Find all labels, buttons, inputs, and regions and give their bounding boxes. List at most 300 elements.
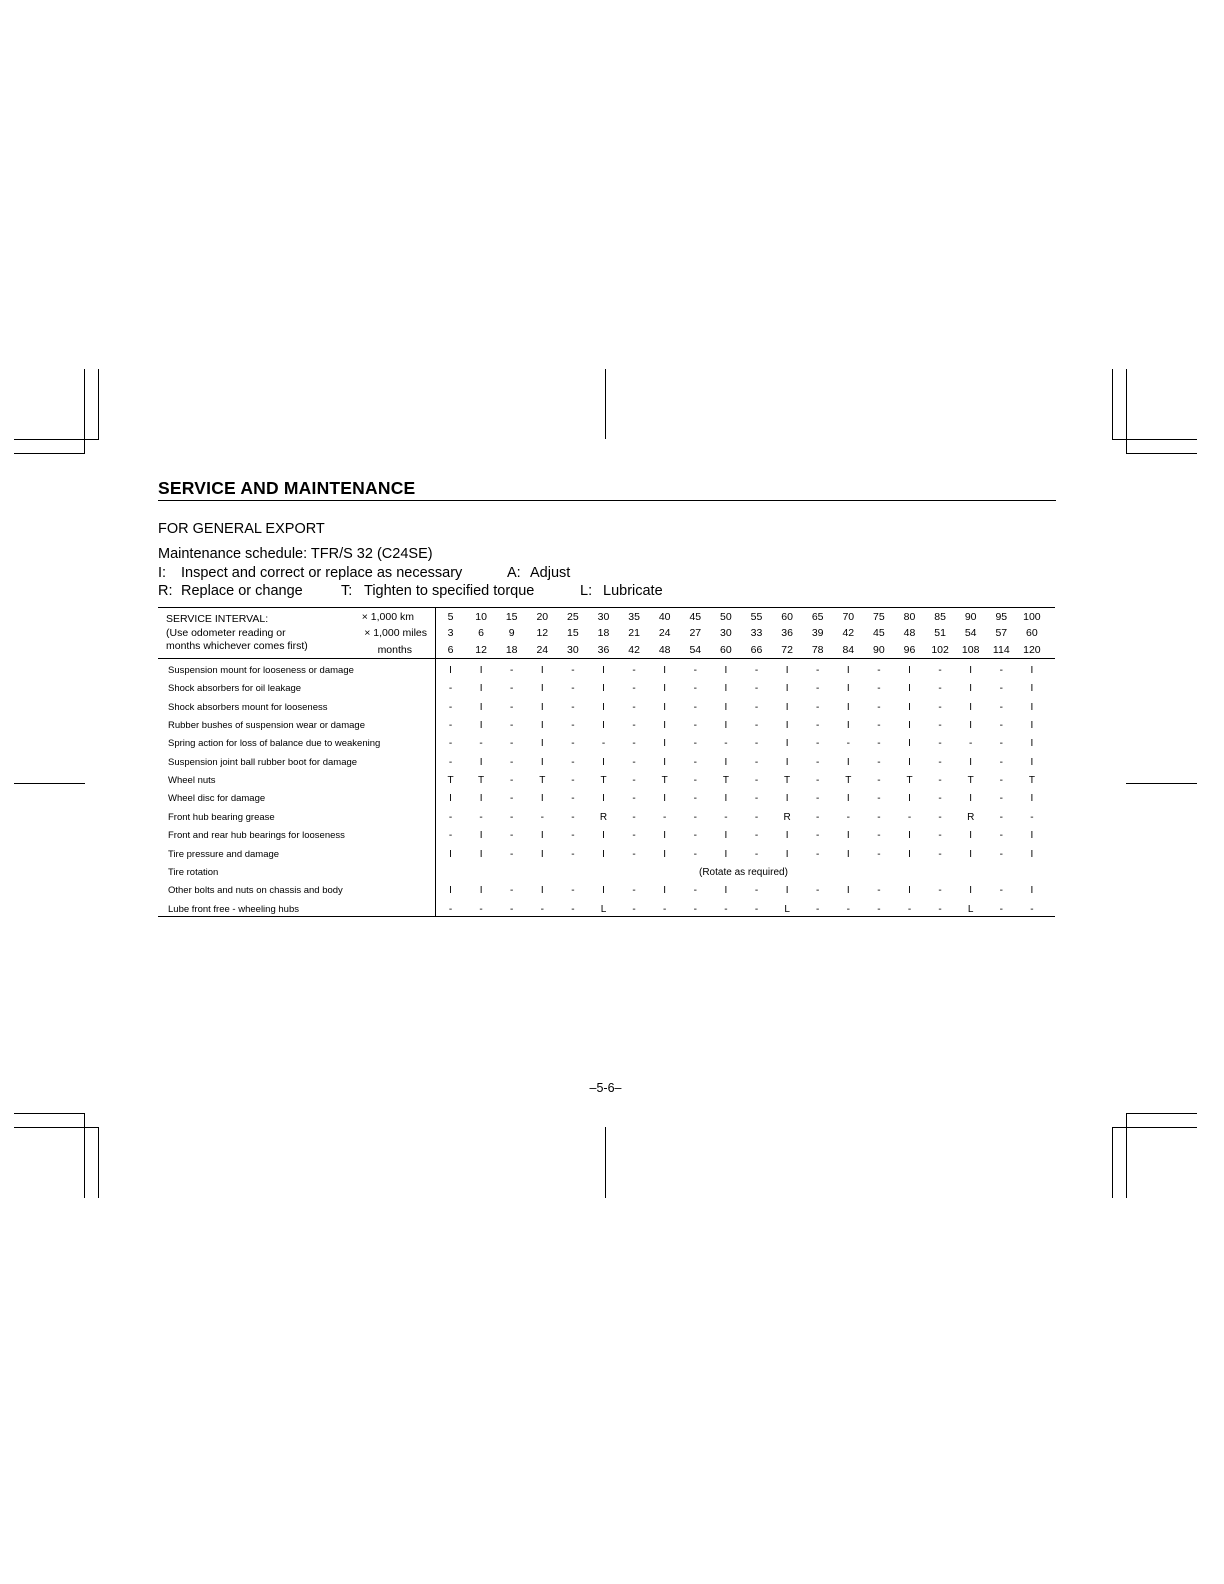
schedule-cell: - <box>938 848 942 860</box>
legend-code: I: <box>158 565 167 581</box>
schedule-cell: - <box>448 811 453 823</box>
schedule-cell: - <box>571 811 575 823</box>
row-label: Lube front free - wheeling hubs <box>168 903 299 915</box>
schedule-cell: I <box>785 756 789 768</box>
crop-mark <box>1126 1113 1197 1114</box>
schedule-cell: I <box>846 683 850 695</box>
schedule-cell: - <box>938 665 942 676</box>
schedule-cell: I <box>846 756 850 768</box>
row-label: Tire rotation <box>168 866 219 878</box>
schedule-cell: I <box>724 756 728 768</box>
schedule-cell: I <box>540 720 544 732</box>
months-value: 96 <box>903 644 916 656</box>
schedule-cell: I <box>724 665 728 676</box>
miles-value: 15 <box>567 627 579 639</box>
schedule-cell: - <box>724 903 728 915</box>
schedule-cell: - <box>632 830 636 842</box>
schedule-cell: - <box>816 775 820 787</box>
schedule-cell: - <box>999 830 1003 842</box>
schedule-cell: I <box>479 701 483 713</box>
region-heading: FOR GENERAL EXPORT <box>158 521 325 537</box>
miles-value: 60 <box>1026 627 1038 639</box>
schedule-cell: - <box>754 720 759 732</box>
schedule-cell: - <box>907 811 912 823</box>
schedule-cell: I <box>724 848 728 860</box>
schedule-cell: - <box>754 738 759 750</box>
schedule-cell: - <box>693 811 697 823</box>
schedule-cell: - <box>632 701 636 713</box>
schedule-cell: - <box>1030 903 1034 915</box>
schedule-cell: I <box>602 665 605 676</box>
schedule-cell: I <box>602 756 605 768</box>
schedule-cell: - <box>938 903 942 915</box>
schedule-cell: - <box>877 683 881 695</box>
km-value: 55 <box>750 611 763 623</box>
km-value: 35 <box>628 611 640 623</box>
crop-mark <box>84 369 85 453</box>
schedule-cell: - <box>846 811 850 823</box>
schedule-cell: I <box>540 793 544 805</box>
schedule-cell: I <box>1030 793 1034 805</box>
schedule-cell: - <box>754 756 759 768</box>
km-value: 30 <box>597 611 610 623</box>
schedule-cell: I <box>969 701 973 713</box>
schedule-cell: - <box>693 701 697 713</box>
schedule-cell: - <box>938 793 942 805</box>
schedule-cell: I <box>540 701 544 713</box>
crop-mark <box>1112 1127 1113 1198</box>
schedule-cell: T <box>722 775 729 787</box>
schedule-cell: I <box>540 665 544 676</box>
schedule-cell: - <box>571 756 575 768</box>
schedule-cell: - <box>938 811 942 823</box>
schedule-cell: - <box>877 811 881 823</box>
schedule-cell: I <box>602 720 605 732</box>
miles-value: 27 <box>689 627 702 639</box>
schedule-cell: T <box>539 775 546 787</box>
km-value: 80 <box>903 611 916 623</box>
legend-code: A: <box>507 565 521 581</box>
schedule-cell: - <box>938 885 942 897</box>
schedule-cell: I <box>540 738 544 750</box>
schedule-cell: - <box>938 683 942 695</box>
schedule-cell: - <box>938 775 942 787</box>
schedule-cell: - <box>693 756 697 768</box>
crop-mark <box>1126 783 1197 784</box>
schedule-cell: - <box>724 738 728 750</box>
crop-mark <box>605 369 606 439</box>
months-value: 48 <box>658 644 671 656</box>
schedule-cell: I <box>540 848 544 860</box>
schedule-cell: - <box>877 848 881 860</box>
row-label: Spring action for loss of balance due to weakening <box>168 738 381 750</box>
schedule-cell: R <box>967 811 975 823</box>
km-value: 95 <box>995 611 1008 623</box>
schedule-cell: - <box>877 793 881 805</box>
schedule-cell: I <box>908 793 911 805</box>
schedule-cell: - <box>754 701 759 713</box>
miles-value: 24 <box>658 627 671 639</box>
km-value: 75 <box>873 611 885 623</box>
schedule-cell: - <box>510 756 514 768</box>
months-value: 60 <box>720 644 732 656</box>
schedule-cell: I <box>908 738 911 750</box>
schedule-cell: - <box>632 720 636 732</box>
schedule-cell: - <box>816 701 820 713</box>
schedule-cell: I <box>540 756 544 768</box>
months-value: 120 <box>1023 644 1041 656</box>
legend-adjust <box>507 565 570 581</box>
schedule-cell: I <box>785 738 789 750</box>
schedule-cell: - <box>693 830 697 842</box>
schedule-cell: - <box>816 830 820 842</box>
schedule-cell: - <box>816 848 820 860</box>
schedule-cell: I <box>969 756 973 768</box>
schedule-cell: I <box>908 720 911 732</box>
schedule-cell: I <box>785 701 789 713</box>
interval-label: (Use odometer reading or <box>166 627 286 639</box>
legend-code: R: <box>158 583 173 599</box>
schedule-cell: - <box>938 701 942 713</box>
row-note: (Rotate as required) <box>699 866 788 878</box>
km-value: 5 <box>447 611 454 623</box>
schedule-cell: I <box>724 793 728 805</box>
schedule-cell: R <box>599 811 608 823</box>
schedule-cell: I <box>1030 701 1034 713</box>
miles-value: 48 <box>903 627 916 639</box>
schedule-cell: I <box>846 720 850 732</box>
schedule-cell: - <box>693 848 697 860</box>
km-value: 100 <box>1023 611 1041 623</box>
schedule-cell: I <box>1030 665 1034 676</box>
schedule-cell: - <box>510 701 514 713</box>
months-value: 12 <box>475 644 487 656</box>
schedule-cell: I <box>663 683 667 695</box>
miles-value: 6 <box>478 627 485 639</box>
schedule-cell: - <box>846 903 850 915</box>
schedule-cell: - <box>816 683 820 695</box>
schedule-cell: - <box>999 793 1003 805</box>
schedule-cell: - <box>877 775 881 787</box>
schedule-cell: I <box>846 885 850 897</box>
schedule-cell: I <box>969 885 973 897</box>
months-value: 54 <box>689 644 702 656</box>
schedule-cell: I <box>785 848 789 860</box>
schedule-cell: - <box>816 720 820 732</box>
schedule-cell: - <box>816 885 820 897</box>
schedule-cell: I <box>479 885 483 897</box>
schedule-cell: - <box>816 738 820 750</box>
schedule-cell: I <box>846 665 850 676</box>
crop-mark <box>1126 369 1127 453</box>
schedule-cell: - <box>510 665 514 676</box>
schedule-cell: I <box>602 683 605 695</box>
legend-code: L: <box>580 583 593 599</box>
months-value: 66 <box>750 644 763 656</box>
schedule-cell: I <box>908 701 911 713</box>
schedule-cell: - <box>632 903 636 915</box>
schedule-cell: I <box>969 683 973 695</box>
schedule-cell: - <box>693 720 697 732</box>
schedule-cell: - <box>877 701 881 713</box>
schedule-cell: - <box>571 665 575 676</box>
months-value: 6 <box>447 644 454 656</box>
crop-mark <box>98 369 99 439</box>
schedule-cell: T <box>661 775 668 787</box>
row-label: Rubber bushes of suspension wear or damage <box>168 720 365 732</box>
schedule-cell: - <box>571 885 575 897</box>
schedule-cell: - <box>724 811 728 823</box>
schedule-cell: I <box>785 683 789 695</box>
km-value: 40 <box>658 611 671 623</box>
miles-value: 51 <box>934 627 946 639</box>
schedule-cell: - <box>1030 811 1034 823</box>
schedule-cell: - <box>448 903 453 915</box>
schedule-cell: T <box>447 775 454 787</box>
schedule-cell: I <box>785 885 789 897</box>
miles-value: 42 <box>842 627 855 639</box>
schedule-cell: - <box>816 665 820 676</box>
schedule-cell: I <box>724 720 728 732</box>
schedule-cell: I <box>969 848 973 860</box>
row-label: Suspension mount for looseness or damage <box>168 665 354 676</box>
schedule-cell: I <box>663 720 667 732</box>
interval-label: SERVICE INTERVAL: <box>166 613 269 625</box>
row-label: Wheel disc for damage <box>168 793 266 805</box>
schedule-cell: I <box>1030 720 1034 732</box>
schedule-cell: - <box>571 775 575 787</box>
schedule-cell: I <box>1030 885 1034 897</box>
schedule-cell: I <box>785 830 789 842</box>
schedule-cell: - <box>999 775 1003 787</box>
schedule-cell: - <box>510 811 514 823</box>
schedule-cell: I <box>663 830 667 842</box>
schedule-cell: I <box>663 756 667 768</box>
schedule-cell: - <box>448 756 453 768</box>
miles-value: 36 <box>781 627 793 639</box>
schedule-cell: I <box>479 683 483 695</box>
schedule-cell: - <box>632 738 636 750</box>
schedule-cell: - <box>693 793 697 805</box>
schedule-cell: I <box>663 848 667 860</box>
schedule-cell: - <box>754 665 759 676</box>
schedule-cell: I <box>724 701 728 713</box>
schedule-cell: R <box>783 811 791 823</box>
months-value: 108 <box>961 644 980 656</box>
schedule-cell: I <box>908 885 911 897</box>
schedule-cell: - <box>754 885 759 897</box>
miles-value: 18 <box>597 627 610 639</box>
km-value: 60 <box>781 611 793 623</box>
schedule-cell: I <box>540 830 544 842</box>
schedule-cell: - <box>999 665 1003 676</box>
schedule-cell: I <box>785 665 789 676</box>
schedule-cell: - <box>877 720 881 732</box>
schedule-cell: - <box>632 683 636 695</box>
schedule-cell: I <box>969 830 973 842</box>
km-value: 15 <box>505 611 518 623</box>
schedule-cell: I <box>785 793 789 805</box>
schedule-cell: - <box>999 885 1003 897</box>
schedule-cell: - <box>510 903 514 915</box>
months-value: 36 <box>597 644 610 656</box>
months-value: 42 <box>628 644 640 656</box>
legend-code: T: <box>341 583 353 599</box>
crop-mark <box>14 439 99 440</box>
schedule-cell: I <box>479 720 483 732</box>
crop-mark <box>1112 439 1197 440</box>
schedule-cell: - <box>571 720 575 732</box>
schedule-cell: - <box>754 830 759 842</box>
schedule-cell: T <box>967 775 974 787</box>
schedule-cell: - <box>999 848 1003 860</box>
schedule-cell: I <box>663 793 667 805</box>
row-label: Shock absorbers mount for looseness <box>168 701 328 713</box>
schedule-cell: I <box>479 793 483 805</box>
schedule-cell: I <box>602 848 605 860</box>
schedule-cell: - <box>479 811 483 823</box>
schedule-cell: - <box>632 793 636 805</box>
schedule-cell: I <box>1030 848 1034 860</box>
months-value: 24 <box>536 644 549 656</box>
schedule-title: Maintenance schedule: TFR/S 32 (C24SE) <box>158 546 433 562</box>
row-label: Front hub bearing grease <box>168 811 275 823</box>
schedule-cell: T <box>1028 775 1035 787</box>
crop-mark <box>1126 453 1197 454</box>
schedule-cell: I <box>663 701 667 713</box>
schedule-cell: I <box>479 848 483 860</box>
schedule-cell: I <box>1030 738 1034 750</box>
schedule-cell: T <box>478 775 485 787</box>
schedule-cell: I <box>724 885 728 897</box>
schedule-cell: I <box>449 793 452 805</box>
schedule-cell: I <box>724 830 728 842</box>
crop-mark <box>1112 1127 1197 1128</box>
schedule-cell: I <box>1030 830 1034 842</box>
schedule-cell: I <box>449 885 452 897</box>
row-label: Front and rear hub bearings for looseness <box>168 830 345 842</box>
schedule-cell: - <box>693 903 697 915</box>
schedule-cell: - <box>510 793 514 805</box>
schedule-cell: - <box>510 775 514 787</box>
schedule-cell: - <box>754 811 759 823</box>
schedule-cell: - <box>448 683 453 695</box>
schedule-cell: - <box>938 830 942 842</box>
interval-label: months whichever comes first) <box>166 640 308 652</box>
table-top-rule <box>158 607 1055 608</box>
title-underline <box>158 500 1056 501</box>
miles-value: 30 <box>720 627 732 639</box>
schedule-cell: - <box>479 903 483 915</box>
schedule-cell: I <box>785 720 789 732</box>
km-value: 85 <box>934 611 946 623</box>
schedule-cell: - <box>510 683 514 695</box>
schedule-cell: I <box>969 665 973 676</box>
schedule-cell: I <box>479 756 483 768</box>
schedule-cell: I <box>540 885 544 897</box>
legend-text: Replace or change <box>181 583 303 599</box>
schedule-cell: I <box>479 830 483 842</box>
months-value: 78 <box>811 644 824 656</box>
schedule-cell: - <box>754 775 759 787</box>
table-bottom-rule <box>158 916 1055 917</box>
schedule-cell: L <box>600 903 607 915</box>
schedule-cell: T <box>845 775 852 787</box>
schedule-cell: - <box>999 701 1003 713</box>
legend-text: Tighten to specified torque <box>364 583 535 599</box>
schedule-cell: - <box>754 793 759 805</box>
schedule-cell: - <box>448 701 453 713</box>
schedule-cell: - <box>938 720 942 732</box>
schedule-cell: - <box>571 793 575 805</box>
unit-km-label: × 1,000 km <box>361 611 414 623</box>
schedule-cell: - <box>754 848 759 860</box>
schedule-cell: - <box>510 720 514 732</box>
unit-months-label: months <box>377 644 412 656</box>
schedule-cell: - <box>632 848 636 860</box>
schedule-cell: T <box>906 775 913 787</box>
months-value: 84 <box>842 644 855 656</box>
crop-mark <box>1126 1113 1127 1198</box>
schedule-cell: - <box>999 720 1003 732</box>
schedule-cell: I <box>602 830 605 842</box>
schedule-cell: I <box>602 885 605 897</box>
schedule-cell: T <box>784 775 791 787</box>
schedule-cell: - <box>693 885 697 897</box>
schedule-cell: - <box>663 811 667 823</box>
miles-value: 45 <box>873 627 885 639</box>
km-value: 65 <box>811 611 824 623</box>
crop-mark <box>84 1113 85 1198</box>
schedule-cell: - <box>999 903 1003 915</box>
crop-mark <box>14 453 85 454</box>
schedule-cell: - <box>877 665 881 676</box>
km-value: 10 <box>475 611 487 623</box>
schedule-cell: - <box>632 665 636 676</box>
km-value: 25 <box>567 611 579 623</box>
schedule-cell: - <box>540 811 544 823</box>
legend-replace <box>158 583 303 599</box>
schedule-cell: - <box>571 701 575 713</box>
schedule-cell: I <box>846 848 850 860</box>
km-value: 20 <box>536 611 549 623</box>
schedule-cell: - <box>693 683 697 695</box>
schedule-cell: - <box>754 683 759 695</box>
row-label: Shock absorbers for oil leakage <box>168 683 302 695</box>
schedule-cell: - <box>816 793 820 805</box>
page-number: –5-6– <box>589 1081 622 1095</box>
schedule-cell: I <box>1030 683 1034 695</box>
months-value: 30 <box>567 644 579 656</box>
schedule-cell: I <box>724 683 728 695</box>
schedule-cell: - <box>571 830 575 842</box>
schedule-cell: - <box>938 756 942 768</box>
legend-text: Inspect and correct or replace as necessary <box>181 565 463 581</box>
schedule-cell: T <box>600 775 607 787</box>
miles-value: 54 <box>964 627 977 639</box>
schedule-cell: - <box>877 885 881 897</box>
schedule-cell: - <box>999 756 1003 768</box>
legend-text: Lubricate <box>603 583 663 599</box>
legend-text: Adjust <box>530 565 571 581</box>
km-value: 45 <box>689 611 702 623</box>
schedule-cell: I <box>602 793 605 805</box>
schedule-cell: - <box>877 756 881 768</box>
schedule-cell: I <box>602 701 605 713</box>
schedule-cell: I <box>540 683 544 695</box>
schedule-cell: - <box>448 830 453 842</box>
schedule-cell: - <box>999 811 1003 823</box>
